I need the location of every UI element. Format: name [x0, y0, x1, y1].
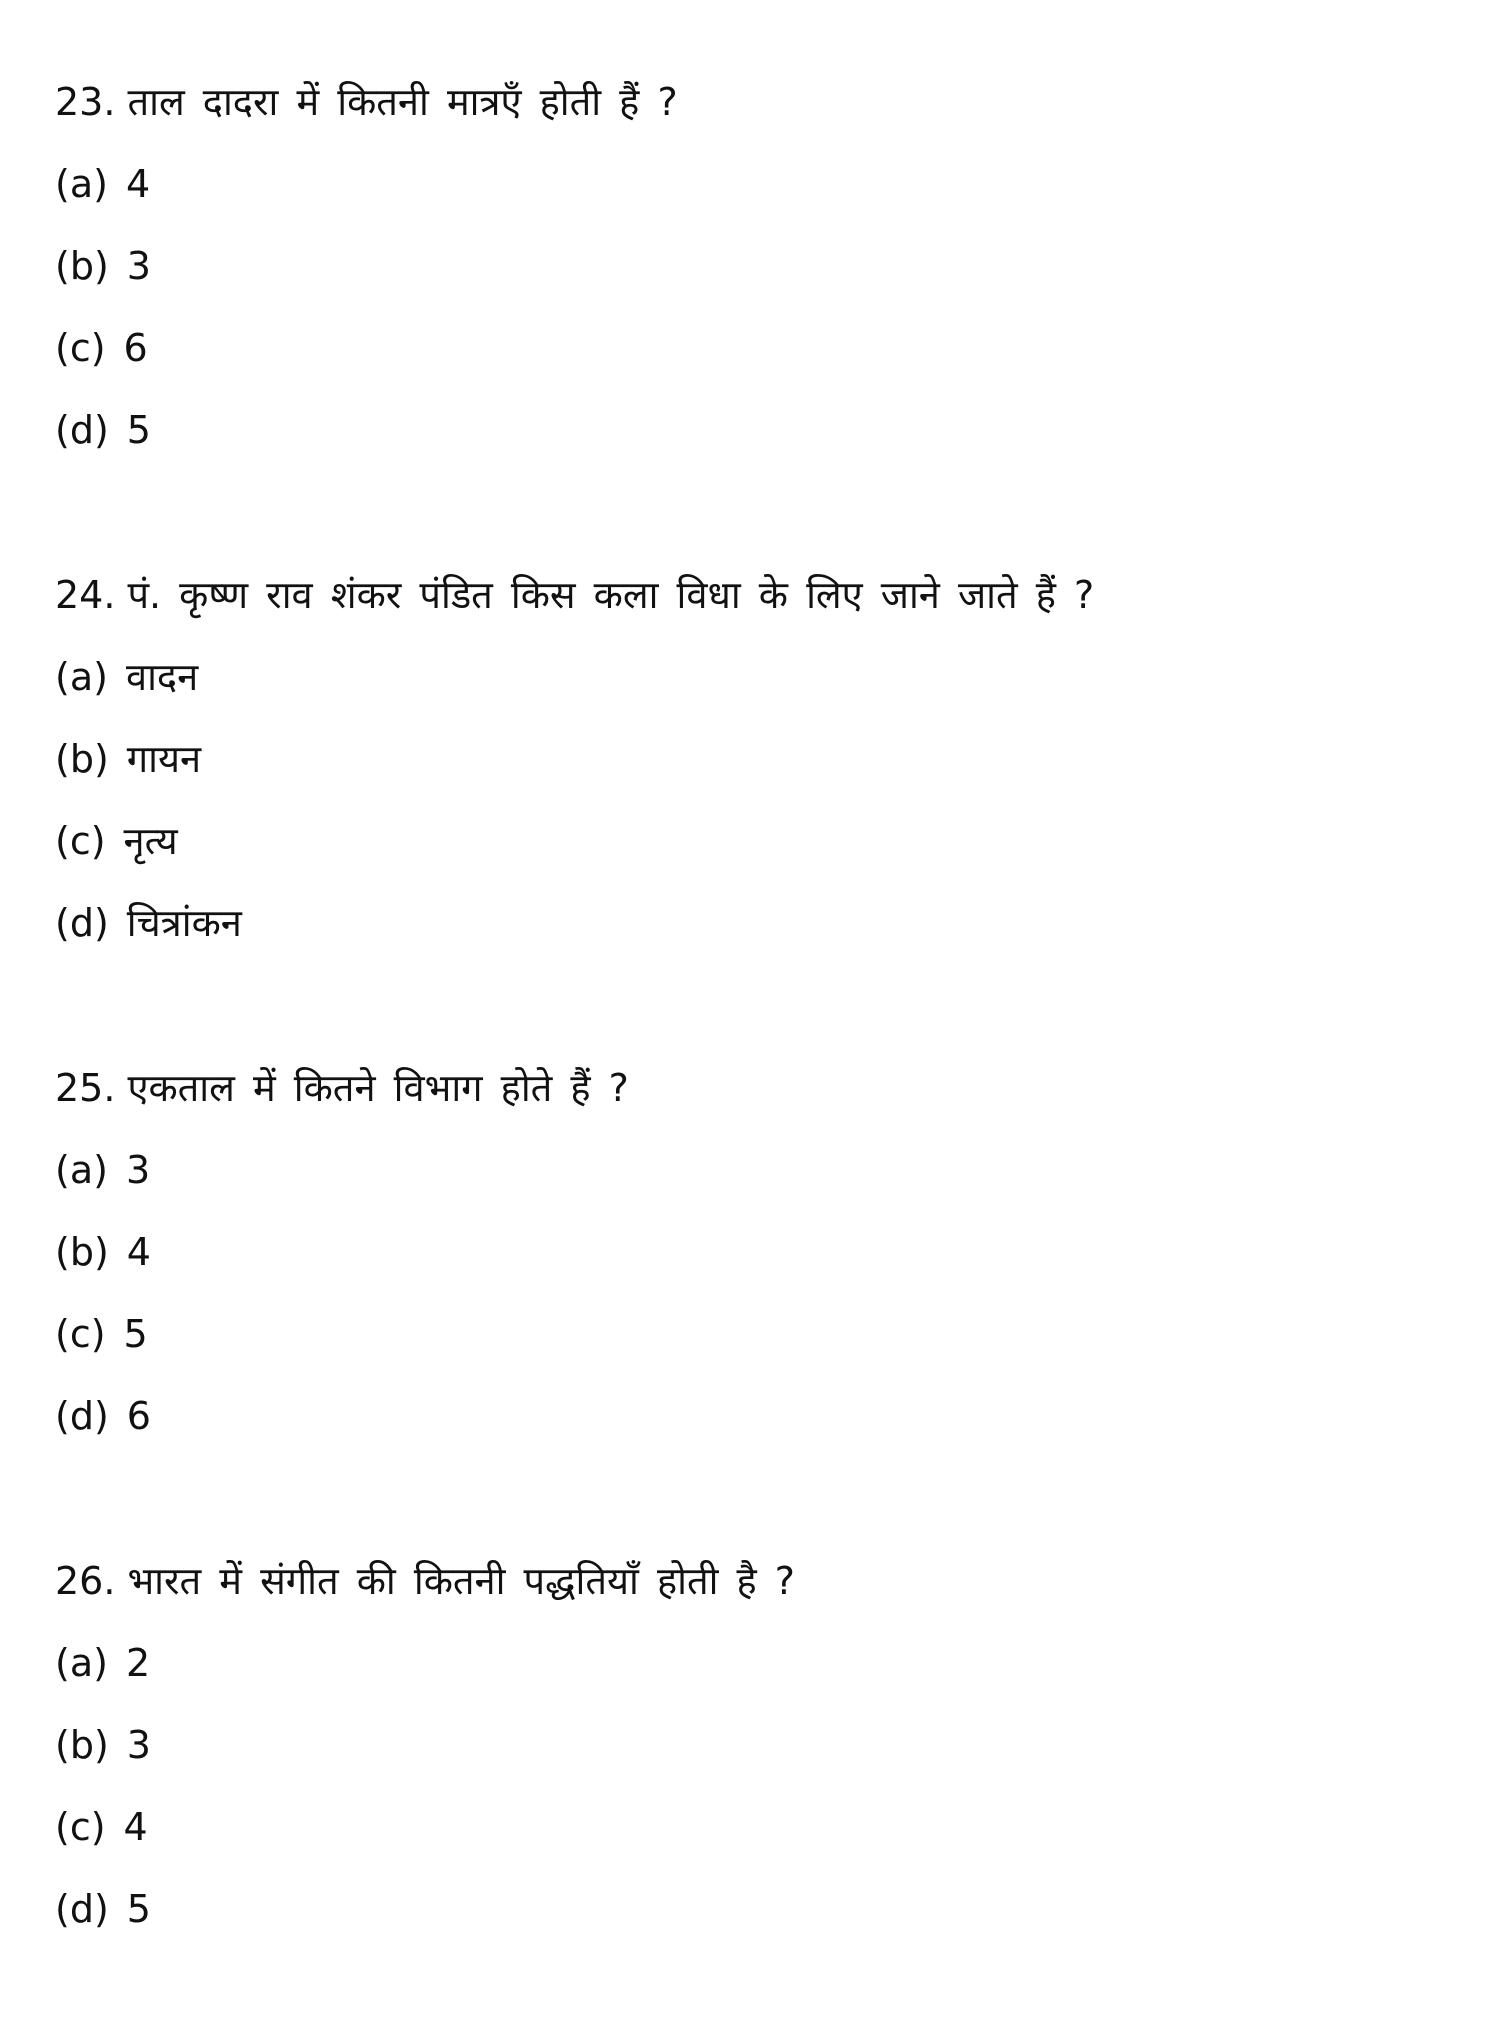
option-c: [55, 816, 1455, 866]
question-number: 25.: [55, 1066, 116, 1110]
question-text-line: [55, 1063, 1455, 1113]
question-text-line: [55, 1556, 1455, 1606]
option-letter: (a): [55, 1148, 108, 1192]
question-text: ताल दादरा में कितनी मात्रएँ होती हैं ?: [127, 80, 678, 124]
option-text: 6: [126, 1394, 151, 1438]
option-text: 5: [126, 1887, 151, 1931]
question-text-line: [55, 570, 1455, 620]
option-text: 3: [126, 1723, 151, 1767]
option-text: चित्रांकन: [126, 901, 242, 945]
question-24: [55, 570, 1455, 948]
option-letter: (c): [55, 1312, 106, 1356]
option-text: नृत्य: [123, 819, 178, 863]
question-text: भारत में संगीत की कितनी पद्धतियाँ होती है ?: [127, 1559, 795, 1603]
option-letter: (d): [55, 408, 109, 452]
option-d: [55, 405, 1455, 455]
option-letter: (b): [55, 1723, 109, 1767]
option-text: 5: [123, 1312, 148, 1356]
option-text: 4: [125, 162, 151, 206]
option-text: गायन: [126, 737, 202, 781]
option-a: [55, 1145, 1455, 1195]
question-number: 26.: [55, 1559, 116, 1603]
option-text: 4: [126, 1230, 151, 1274]
option-letter: (c): [55, 1805, 106, 1849]
option-a: [55, 159, 1455, 209]
option-c: [55, 1802, 1455, 1852]
option-b: [55, 1720, 1455, 1770]
question-23: [55, 77, 1455, 455]
option-d: [55, 898, 1455, 948]
option-letter: (d): [55, 1887, 109, 1931]
question-number: 24.: [55, 573, 116, 617]
option-text: 4: [123, 1805, 148, 1849]
question-text-line: [55, 77, 1455, 127]
option-b: [55, 734, 1455, 784]
question-25: [55, 1063, 1455, 1441]
option-text: वादन: [125, 655, 199, 699]
option-b: [55, 241, 1455, 291]
option-letter: (d): [55, 901, 109, 945]
option-letter: (a): [55, 655, 108, 699]
option-b: [55, 1227, 1455, 1277]
option-letter: (c): [55, 326, 106, 370]
option-letter: (a): [55, 162, 108, 206]
option-letter: (b): [55, 1230, 109, 1274]
option-letter: (b): [55, 244, 109, 288]
question-text: एकताल में कितने विभाग होते हैं ?: [127, 1066, 629, 1110]
option-letter: (d): [55, 1394, 109, 1438]
option-letter: (b): [55, 737, 109, 781]
option-text: 3: [126, 244, 151, 288]
option-c: [55, 1309, 1455, 1359]
option-letter: (c): [55, 819, 106, 863]
option-a: [55, 652, 1455, 702]
option-c: [55, 323, 1455, 373]
option-text: 2: [125, 1641, 151, 1685]
option-text: 5: [126, 408, 151, 452]
option-text: 6: [123, 326, 148, 370]
option-letter: (a): [55, 1641, 108, 1685]
option-text: 3: [125, 1148, 151, 1192]
option-d: [55, 1391, 1455, 1441]
question-26: [55, 1556, 1455, 1934]
question-text: पं. कृष्ण राव शंकर पंडित किस कला विधा के लिए जाने जाते हैं ?: [127, 573, 1095, 617]
option-d: [55, 1884, 1455, 1934]
option-a: [55, 1638, 1455, 1688]
question-number: 23.: [55, 80, 116, 124]
